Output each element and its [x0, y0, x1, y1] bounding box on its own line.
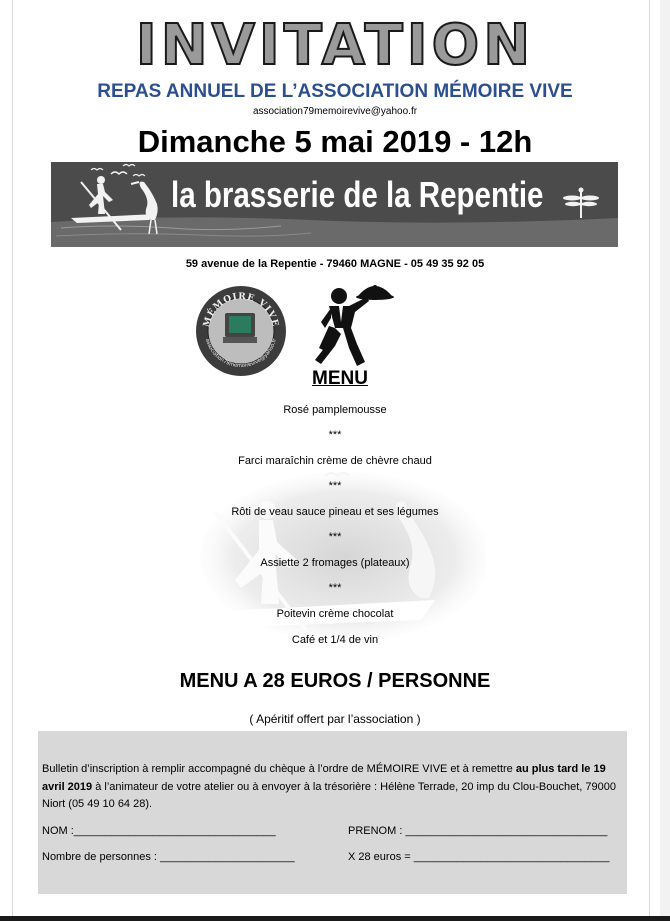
menu-price: MENU A 28 EUROS / PERSONNE — [179, 670, 491, 692]
restaurant-banner — [51, 162, 618, 247]
registration-form — [38, 731, 627, 894]
logo-top-text: MÉMOIRE VIVE — [201, 291, 280, 329]
menu-item: Poitevin crème chocolat — [276, 608, 394, 620]
menu-item: Rosé pamplemousse — [283, 404, 387, 416]
aperitif-note: ( Apéritif offert par l’association ) — [249, 712, 421, 726]
menu-separator: *** — [328, 429, 342, 441]
menu-item: Café et 1/4 de vin — [291, 634, 379, 646]
menu-title: MENU — [312, 368, 368, 389]
invitation-title: INVITATION — [135, 13, 535, 78]
memoire-vive-logo — [195, 285, 287, 377]
total-field[interactable]: X 28 euros = ________________________________ — [348, 851, 610, 863]
waiter-icon — [305, 282, 397, 374]
logo-bottom-text: association79memoirevive@yahoo.fr — [203, 338, 279, 370]
bottom-edge — [0, 916, 670, 921]
event-date: Dimanche 5 mai 2019 - 12h — [137, 124, 533, 159]
menu-item: Assiette 2 fromages (plateaux) — [260, 557, 410, 569]
menu-separator: *** — [328, 531, 342, 543]
menu-item: Rôti de veau sauce pineau et ses légumes — [231, 506, 439, 518]
restaurant-name: la brasserie de la Repentie — [171, 174, 544, 215]
menu-separator: *** — [328, 582, 342, 594]
contact-email: association79memoirevive@yahoo.fr — [252, 106, 418, 117]
deadline: au plus tard le 19 avril 2019 — [42, 763, 606, 793]
form-instructions: Bulletin d’inscription à remplir accompagné du chèque à l’ordre de MÉMOIRE VIVE et à remettre au plus tard le 19 avril 2019 à l’animateur de votre atelier ou à envoyer à la trésorière : Hélène Terrade, 20 imp du Clou-Bouchet, 79000 Niort (05 49 10 64 28). — [42, 763, 616, 810]
prenom-field[interactable]: PRENOM : _________________________________ — [348, 825, 608, 837]
menu-item: Farci maraîchin crème de chèvre chaud — [238, 455, 432, 467]
nombre-personnes-field[interactable]: Nombre de personnes : ______________________ — [42, 851, 295, 863]
restaurant-address: 59 avenue de la Repentie - 79460 MAGNE - 05 49 35 92 05 — [185, 258, 485, 270]
event-subtitle: REPAS ANNUEL DE L’ASSOCIATION MÉMOIRE VIVE — [97, 81, 573, 102]
menu-separator: *** — [328, 480, 342, 492]
nom-field[interactable]: NOM :_________________________________ — [42, 825, 276, 837]
